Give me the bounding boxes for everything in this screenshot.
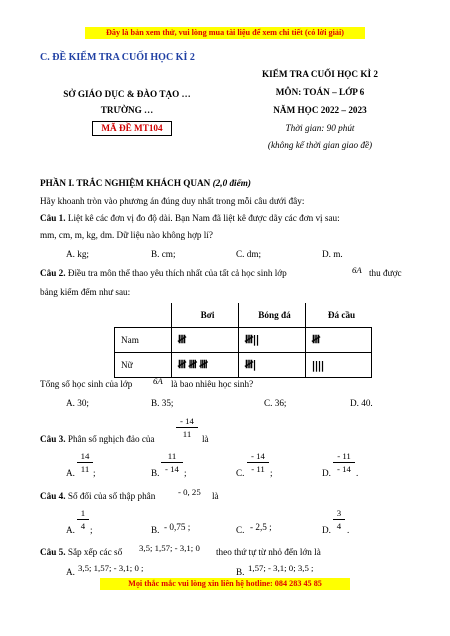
q3-fraction [176, 416, 198, 439]
hotline-banner: Mọi thắc mắc vui lòng xin liên hệ hotline: 084 283 45 85 [100, 578, 350, 590]
q3-option-a-end: ; [93, 468, 96, 478]
q2-class-name-2: 6A [153, 376, 163, 386]
frac-den: 4 [80, 521, 86, 531]
q2-option-a[interactable]: A. 30; [66, 398, 89, 408]
q5-text-end: theo thứ tự từ nhỏ đến lớn là [216, 547, 321, 557]
table-row-label: Nữ [115, 353, 172, 378]
q5-numbers: 3,5; 1,57; - 3,1; 0 [139, 543, 200, 553]
part1-heading [40, 177, 251, 189]
q3-label: Câu 3. [40, 434, 66, 444]
q4-text: Số đối của số thập phân [67, 491, 156, 501]
school-name: TRƯỜNG … [100, 105, 154, 115]
part1-title: PHẦN I. TRẮC NGHIỆM KHÁCH QUAN [40, 178, 211, 188]
tally-mark: 𝍸 [305, 328, 372, 353]
q3-option-d-frac[interactable] [333, 451, 355, 474]
q3-option-b-frac[interactable] [161, 451, 183, 474]
q4-option-a-frac[interactable] [77, 508, 89, 531]
q1-option-b[interactable]: B. cm; [151, 249, 176, 259]
tally-mark: 𝍸|| [238, 328, 305, 353]
q3-option-c-end: ; [270, 468, 273, 478]
q2-option-b[interactable]: B. 35; [151, 398, 174, 408]
q3-option-c-letter[interactable]: C. [236, 468, 245, 478]
q4-option-b-letter[interactable]: B. [151, 525, 160, 535]
q5-text: Sắp xếp các số [67, 547, 123, 557]
table-header-cell: Đá cầu [305, 303, 372, 328]
table-row [115, 328, 372, 353]
tally-mark: 𝍸 𝍸 𝍸 [171, 353, 238, 378]
frac-den: - 14 [165, 464, 179, 474]
tally-table [114, 303, 372, 378]
q2-label: Câu 2. [40, 268, 66, 278]
q4-option-a-letter[interactable]: A. [66, 525, 75, 535]
q2-text1: Điều tra môn thể thao yêu thích nhất của tất cả học sinh lớp [67, 268, 287, 278]
school-year: NĂM HỌC 2022 – 2023 [273, 105, 367, 115]
q4-option-c-letter[interactable]: C. [236, 525, 245, 535]
q3-line [40, 433, 155, 445]
q5-option-a[interactable]: 3,5; 1,57; - 3,1; 0 ; [78, 563, 144, 573]
department: SỞ GIÁO DỤC & ĐÀO TẠO … [63, 89, 191, 99]
section-title: C. ĐỀ KIỂM TRA CUỐI HỌC KÌ 2 [40, 52, 195, 63]
q4-option-a-end: ; [90, 525, 93, 535]
q4-option-c[interactable]: - 2,5 ; [250, 522, 272, 532]
q3-num: - 14 [180, 416, 194, 426]
q3-text: Phân số nghịch đảo của [67, 434, 155, 444]
frac-num: 1 [80, 508, 86, 518]
tally-mark: 𝍸 [171, 328, 238, 353]
q1-label: Câu 1. [40, 213, 66, 223]
table-header-cell: Bóng đá [238, 303, 305, 328]
q2-option-c[interactable]: C. 36; [264, 398, 287, 408]
exam-code: MÃ ĐỀ MT104 [92, 121, 172, 136]
part1-points: (2,0 điểm) [212, 178, 251, 188]
q4-option-d-frac[interactable] [333, 508, 345, 531]
table-row [115, 353, 372, 378]
frac-num: 14 [80, 451, 90, 461]
q1-option-c[interactable]: C. dm; [236, 249, 262, 259]
duration-note: (không kể thời gian giao đề) [267, 140, 373, 150]
tally-mark: 𝍸| [238, 353, 305, 378]
frac-den: - 14 [337, 464, 351, 474]
q1-text1: Liệt kê các đơn vị đo độ dài. Bạn Nam đã liệt kê được dãy các đơn vị sau: [67, 213, 340, 223]
frac-num: 11 [167, 451, 177, 461]
q5-option-b[interactable]: 1,57; - 3,1; 0; 3,5 ; [248, 563, 314, 573]
frac-num: - 14 [251, 451, 265, 461]
exam-title: KIỂM TRA CUỐI HỌC KÌ 2 [262, 69, 378, 79]
q4-option-b[interactable]: - 0,75 ; [164, 522, 191, 532]
q4-value: - 0, 25 [178, 487, 201, 497]
q1-line1 [40, 212, 340, 224]
tally-mark: |||| [305, 353, 372, 378]
part1-instruction: Hãy khoanh tròn vào phương án đúng duy nhất trong mỗi câu dưới đây: [40, 196, 305, 206]
q3-option-d-end: . [356, 468, 359, 478]
frac-den: 4 [336, 521, 342, 531]
q3-den: 11 [182, 429, 192, 439]
q4-option-d-end: . [347, 525, 350, 535]
q2-line1 [40, 267, 287, 279]
q4-label: Câu 4. [40, 491, 66, 501]
frac-num: - 11 [337, 451, 351, 461]
q2-question: Tổng số học sinh của lớp [40, 379, 133, 389]
frac-den: - 11 [251, 464, 265, 474]
q3-option-a-letter[interactable]: A. [66, 468, 75, 478]
subject: MÔN: TOÁN – LỚP 6 [275, 87, 365, 97]
q3-option-d-letter[interactable]: D. [322, 468, 331, 478]
duration: Thời gian: 90 phút [285, 123, 355, 133]
q2-text2: bảng kiểm đếm như sau: [40, 287, 131, 297]
q2-class-name: 6A [352, 265, 362, 275]
q3-text-end: là [202, 434, 209, 444]
q2-question-end: là bao nhiêu học sinh? [171, 379, 254, 389]
q4-option-d-letter[interactable]: D. [322, 525, 331, 535]
q5-label: Câu 5. [40, 547, 66, 557]
q5-option-a-letter[interactable]: A. [66, 567, 75, 577]
q4-line [40, 490, 155, 502]
q3-option-c-frac[interactable] [247, 451, 269, 474]
frac-den: 11 [80, 464, 90, 474]
frac-num: 3 [336, 508, 342, 518]
table-row-label: Nam [115, 328, 172, 353]
preview-banner: Đây là bản xem thử, vui lòng mua tài liệu để xem chi tiết (có lời giải) [85, 27, 365, 39]
q5-option-b-letter[interactable]: B. [236, 567, 245, 577]
q5-line [40, 546, 122, 558]
table-header-cell: Bơi [171, 303, 238, 328]
q2-text1b: thu được [369, 268, 402, 278]
q3-option-a-frac[interactable] [77, 451, 93, 474]
q2-option-d[interactable]: D. 40. [350, 398, 373, 408]
q1-option-a[interactable]: A. kg; [66, 249, 89, 259]
table-header-row [115, 303, 372, 328]
q4-text-end: là [212, 491, 219, 501]
q3-option-b-letter[interactable]: B. [151, 468, 160, 478]
q1-text2: mm, cm, m, kg, dm. Dữ liệu nào không hợp lí? [40, 230, 213, 240]
table-header-cell [115, 303, 172, 328]
q3-option-b-end: ; [184, 468, 187, 478]
q1-option-d[interactable]: D. m. [322, 249, 343, 259]
